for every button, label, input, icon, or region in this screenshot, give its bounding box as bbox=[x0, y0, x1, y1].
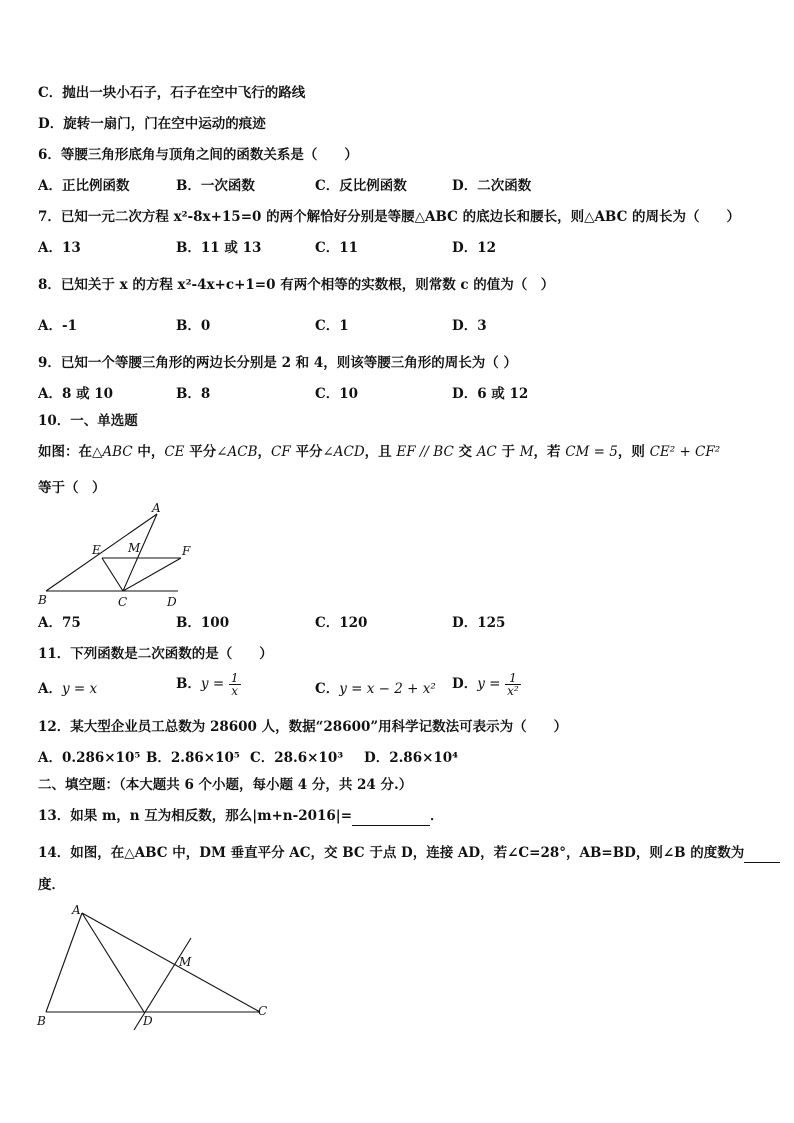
option-math: y = x − 2 + x² bbox=[339, 681, 436, 697]
option-c: C．11 bbox=[315, 240, 359, 256]
stem-part: 交 bbox=[453, 444, 477, 460]
question-9-options bbox=[38, 385, 778, 405]
option-a: A．-1 bbox=[38, 318, 77, 334]
option-b: B．一次函数 bbox=[176, 178, 255, 194]
segment-ac bbox=[82, 913, 260, 1012]
stem-part: ，则 bbox=[617, 444, 650, 460]
stem-math: ∠ACB bbox=[216, 444, 258, 460]
question-14-stem bbox=[38, 844, 780, 863]
option-b: B．8 bbox=[176, 386, 211, 402]
question-12-options bbox=[38, 749, 778, 769]
question-10-stem-end: 等于（ ） bbox=[38, 480, 106, 496]
answer-blank[interactable] bbox=[352, 807, 430, 826]
stem-text: 14．如图，在△ABC 中，DM 垂直平分 AC，交 BC 于点 D，连接 AD，若∠C=28°，AB=BD，则∠B 的度数为 bbox=[38, 845, 745, 861]
stem-part: 平分 bbox=[290, 444, 323, 460]
option-c: C．反比例函数 bbox=[315, 178, 407, 194]
option-c-text: C．抛出一块小石子，石子在空中飞行的路线 bbox=[38, 85, 306, 101]
question-14-figure bbox=[34, 898, 274, 1034]
stem-part: ， bbox=[257, 444, 272, 460]
fraction bbox=[229, 672, 241, 697]
option-letter: A． bbox=[38, 681, 62, 697]
option-b bbox=[176, 672, 241, 697]
question-10-figure bbox=[36, 502, 202, 610]
option-d-text: D．旋转一扇门，门在空中运动的痕迹 bbox=[38, 116, 266, 132]
question-13-stem bbox=[38, 807, 444, 826]
option-d bbox=[452, 672, 521, 697]
question-8-options bbox=[38, 317, 778, 337]
label-e: E bbox=[92, 543, 101, 557]
option-math: y = bbox=[200, 676, 225, 692]
label-b: B bbox=[38, 593, 47, 607]
label-m: M bbox=[128, 541, 141, 555]
stem-math: EF // BC bbox=[396, 444, 454, 460]
option-c: C．28.6×10³ bbox=[250, 750, 344, 766]
question-7-options bbox=[38, 239, 778, 259]
option-a: A．8 或 10 bbox=[38, 386, 114, 402]
option-a: A．13 bbox=[38, 240, 81, 256]
option-d: D．12 bbox=[452, 240, 496, 256]
segment-ec bbox=[102, 558, 123, 591]
option-c bbox=[315, 680, 436, 698]
label-b: B bbox=[37, 1014, 46, 1028]
option-c: C．10 bbox=[315, 386, 359, 402]
option-b: B．100 bbox=[176, 615, 230, 631]
option-b: B．2.86×10⁵ bbox=[146, 750, 240, 766]
label-a: A bbox=[152, 502, 161, 515]
label-m: M bbox=[179, 955, 192, 969]
stem-math: CE² + CF² bbox=[649, 444, 721, 460]
option-letter: B． bbox=[176, 676, 201, 692]
stem-text: 13．如果 m，n 互为相反数，那么|m+n-2016|= bbox=[38, 808, 353, 824]
question-10-stem bbox=[38, 443, 720, 461]
option-a: A．0.286×10⁵ bbox=[38, 750, 141, 766]
numerator: 1 bbox=[505, 672, 521, 685]
stem-part: ，且 bbox=[364, 444, 397, 460]
option-d: D．2.86×10⁴ bbox=[364, 750, 459, 766]
label-c: C bbox=[118, 595, 128, 609]
option-math: y = x bbox=[61, 681, 98, 697]
label-d: D bbox=[143, 1014, 153, 1028]
option-b: B．11 或 13 bbox=[176, 240, 262, 256]
option-d: D．3 bbox=[452, 318, 487, 334]
fraction bbox=[505, 672, 521, 697]
label-d: D bbox=[167, 595, 177, 609]
question-8-stem: 8．已知关于 x 的方程 x²-4x+c+1=0 有两个相等的实数根，则常数 c 的值为（ ） bbox=[38, 277, 555, 293]
question-11-options bbox=[38, 671, 778, 710]
option-d: D．二次函数 bbox=[452, 178, 532, 194]
stem-part: 于 bbox=[496, 444, 520, 460]
option-b: B．0 bbox=[176, 318, 211, 334]
stem-end: ． bbox=[430, 808, 444, 824]
option-a: A．75 bbox=[38, 615, 81, 631]
stem-math: AC bbox=[476, 444, 497, 460]
question-14-stem-end: 度． bbox=[38, 877, 65, 893]
option-letter: C． bbox=[315, 681, 340, 697]
stem-part: ，若 bbox=[533, 444, 566, 460]
segment-ab bbox=[46, 913, 82, 1012]
question-7-stem: 7．已知一元二次方程 x²-8x+15=0 的两个解恰好分别是等腰△ABC 的底边长和腰长，则△ABC 的周长为（ ） bbox=[38, 209, 741, 225]
option-a bbox=[38, 680, 97, 698]
option-c: C．120 bbox=[315, 615, 368, 631]
stem-math: CE bbox=[164, 444, 185, 460]
stem-part: 中， bbox=[132, 444, 165, 460]
option-c: C．1 bbox=[315, 318, 349, 334]
option-math: y = bbox=[477, 676, 501, 692]
option-a: A．正比例函数 bbox=[38, 178, 130, 194]
stem-part: 平分 bbox=[184, 444, 217, 460]
segment-cf bbox=[123, 558, 181, 591]
segment-ad bbox=[82, 913, 144, 1012]
numerator: 1 bbox=[230, 671, 239, 685]
question-9-stem: 9．已知一个等腰三角形的两边长分别是 2 和 4，则该等腰三角形的周长为（ ） bbox=[38, 355, 517, 371]
option-d: D．125 bbox=[452, 615, 506, 631]
stem-part: 如图：在 bbox=[38, 444, 92, 460]
option-d: D．6 或 12 bbox=[452, 386, 529, 402]
denominator: x bbox=[231, 684, 239, 698]
question-11-stem: 11．下列函数是二次函数的是（ ） bbox=[38, 646, 273, 662]
answer-blank[interactable] bbox=[744, 844, 780, 863]
label-a: A bbox=[72, 903, 81, 917]
question-10-options bbox=[38, 614, 778, 634]
stem-math: M bbox=[519, 444, 534, 460]
option-letter: D． bbox=[452, 676, 478, 692]
question-10-heading: 10．一、单选题 bbox=[38, 413, 138, 429]
stem-math: CM = 5 bbox=[565, 444, 618, 460]
denominator: x² bbox=[507, 684, 519, 698]
question-6-stem: 6．等腰三角形底角与顶角之间的函数关系是（ ） bbox=[38, 147, 358, 163]
section-2-heading: 二、填空题：（本大题共 6 个小题，每小题 4 分，共 24 分.） bbox=[38, 777, 413, 793]
stem-math: ∠ACD bbox=[322, 444, 365, 460]
question-6-options bbox=[38, 177, 778, 197]
label-c: C bbox=[258, 1004, 268, 1018]
label-f: F bbox=[182, 544, 191, 558]
stem-math: CF bbox=[271, 444, 291, 460]
stem-math: △ABC bbox=[92, 444, 133, 460]
question-12-stem: 12．某大型企业员工总数为 28600 人，数据“28600”用科学记数法可表示为（ ） bbox=[38, 719, 568, 735]
